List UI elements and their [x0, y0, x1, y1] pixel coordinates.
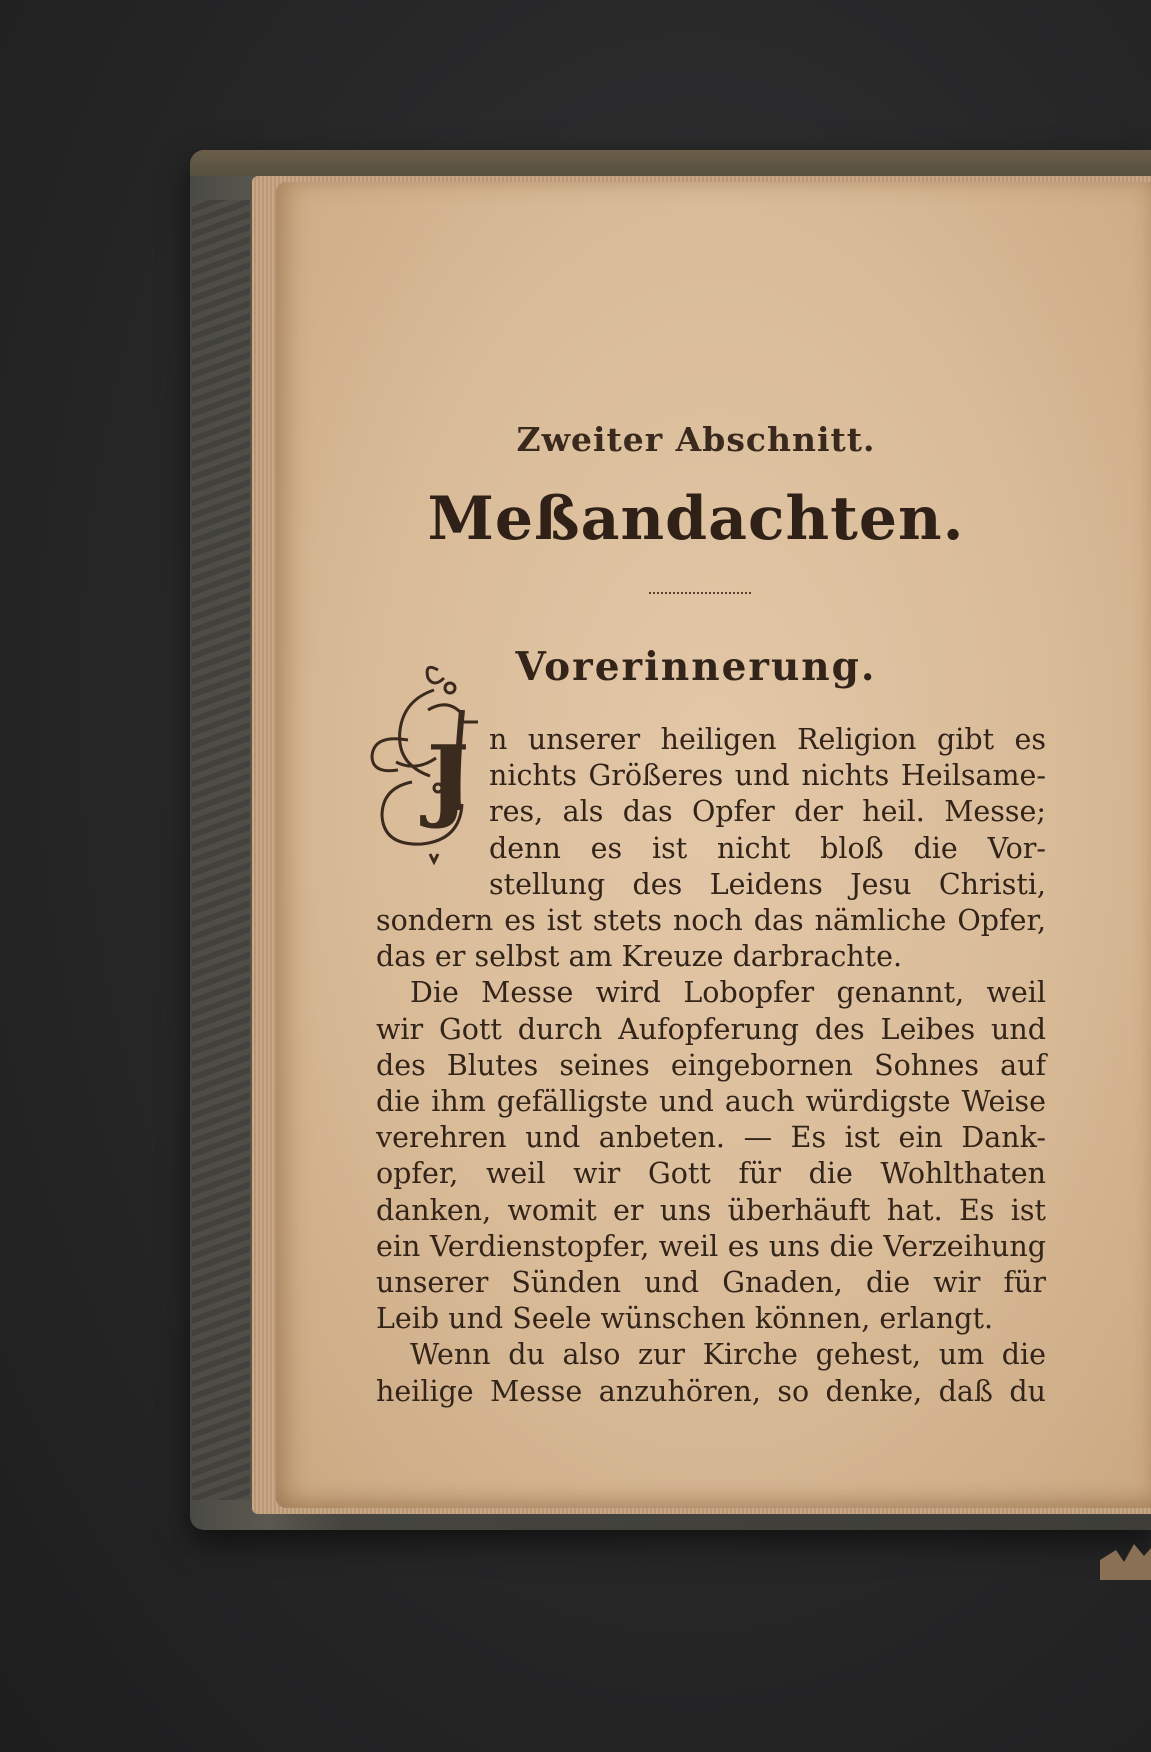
book-spine	[192, 200, 250, 1500]
section-heading: Zweiter Abschnitt.	[516, 420, 876, 459]
book-cover-top-edge	[190, 150, 1151, 176]
title-divider	[649, 592, 751, 594]
subtitle: Vorerinnerung.	[515, 644, 877, 690]
text-line: nichts Größeres und nichts Heilsame-	[489, 759, 1046, 793]
text-line: unserer Sünden und Gnaden, die wir für	[376, 1266, 1046, 1300]
page-title: Meßandachten.	[427, 484, 965, 554]
text-line: Wenn du also zur Kirche gehest, um die	[410, 1338, 1046, 1372]
text-line: Leib und Seele wünschen können, erlangt.	[376, 1302, 994, 1336]
text-line: das er selbst am Kreuze darbrachte.	[376, 940, 903, 974]
text-line: wir Gott durch Aufopferung des Leibes und	[376, 1012, 1046, 1046]
text-line: Die Messe wird Lobopfer genannt, weil	[410, 976, 1046, 1010]
text-line: die ihm gefälligste und auch würdigste Weise	[376, 1085, 1046, 1119]
text-line: verehren und anbeten. — Es ist ein Dank-	[376, 1121, 1046, 1155]
drop-cap-letter: J	[426, 726, 470, 832]
torn-corner	[1100, 1540, 1151, 1580]
text-line: res, als das Opfer der heil. Messe;	[489, 795, 1046, 829]
text-line: heilige Messe anzuhören, so denke, daß du	[376, 1374, 1046, 1408]
text-line: danken, womit er uns überhäuft hat. Es ist	[376, 1193, 1046, 1227]
text-line: opfer, weil wir Gott für die Wohlthaten	[376, 1157, 1046, 1191]
text-line: denn es ist nicht bloß die Vor-	[489, 831, 1046, 865]
text-line: des Blutes seines eingebornen Sohnes auf	[376, 1048, 1046, 1082]
text-line: stellung des Leidens Jesu Christi,	[489, 867, 1046, 901]
body-text	[376, 722, 1046, 1410]
text-line: ein Verdienstopfer, weil es uns die Verzeihung	[376, 1229, 1046, 1263]
text-line: n unserer heiligen Religion gibt es	[489, 723, 1046, 756]
text-line: sondern es ist stets noch das nämliche Opfer,	[376, 904, 1046, 938]
book-page	[276, 182, 1151, 1508]
